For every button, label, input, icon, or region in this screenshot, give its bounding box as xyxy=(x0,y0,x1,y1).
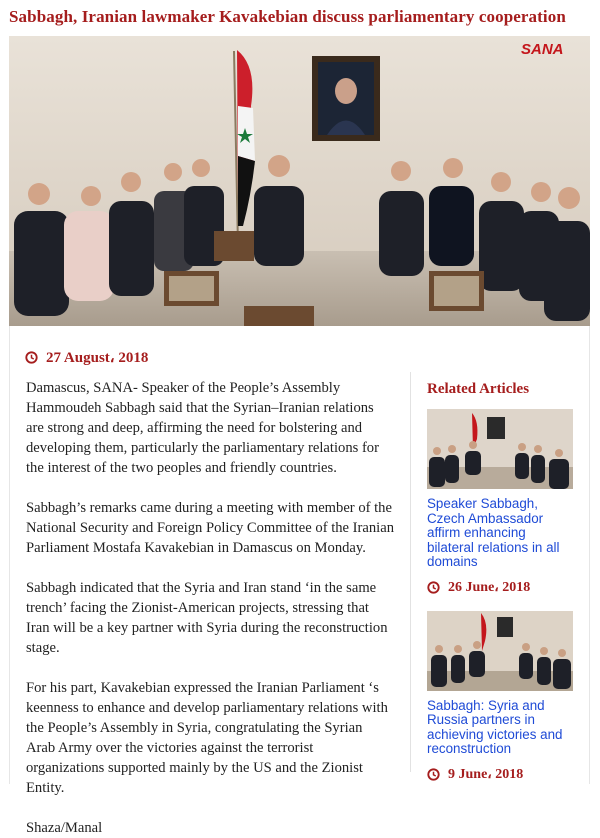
related-article-link[interactable]: Speaker Sabbagh, Czech Ambassador affirm enhancing bilateral relations in all domains xyxy=(427,496,560,569)
paragraph: Sabbagh indicated that the Syria and Iran stand ‘in the same trench’ facing the Zionist-American projects, stressing that Iran will be a key partner with Syria during the reconstruction stage. xyxy=(26,580,388,656)
clock-icon xyxy=(25,351,38,364)
related-thumbnail[interactable] xyxy=(427,409,573,489)
article-date xyxy=(25,348,148,367)
related-item xyxy=(427,409,588,596)
article-body xyxy=(26,378,394,838)
related-item xyxy=(427,611,588,783)
sana-watermark: SANA xyxy=(521,41,564,58)
author-signature: Shaza/Manal xyxy=(26,820,103,836)
paragraph: Sabbagh’s remarks came during a meeting with member of the National Security and Foreign Policy Committee of the Iranian Parliament Mostafa Kavakebian in Damascus on Monday. xyxy=(26,500,395,556)
paragraph: Damascus, SANA- Speaker of the People’s Assembly Hammoudeh Sabbagh said that the Syrian–Iranian relations are strong and deep, affirming the need for bolstering and developing them, particularly the parliamentary relations for the interest of the two peoples and friendly countries. xyxy=(26,380,379,476)
related-articles-title: Related Articles xyxy=(427,381,530,397)
clock-icon xyxy=(427,581,440,594)
related-date xyxy=(427,579,588,596)
related-articles xyxy=(410,372,588,782)
related-date xyxy=(427,766,588,783)
related-date-text: 9 June، 2018 xyxy=(448,766,524,782)
article-title: Sabbagh, Iranian lawmaker Kavakebian discuss parliamentary cooperation xyxy=(9,7,566,26)
clock-icon xyxy=(427,768,440,781)
hero-image xyxy=(9,36,590,326)
related-date-text: 26 June، 2018 xyxy=(448,579,531,595)
related-article-link[interactable]: Sabbagh: Syria and Russia partners in achieving victories and reconstruction xyxy=(427,697,563,756)
article-date-text: 27 August، 2018 xyxy=(46,350,149,366)
paragraph: For his part, Kavakebian expressed the Iranian Parliament ‘s keenness to enhance and develop parliamentary relations with the People’s Assembly in Syria, congratulating the Syrian Arab Army over the victories against the terrorist organizations supported mainly by the US and the Zionist Entity. xyxy=(26,680,388,796)
related-thumbnail[interactable] xyxy=(427,611,573,691)
